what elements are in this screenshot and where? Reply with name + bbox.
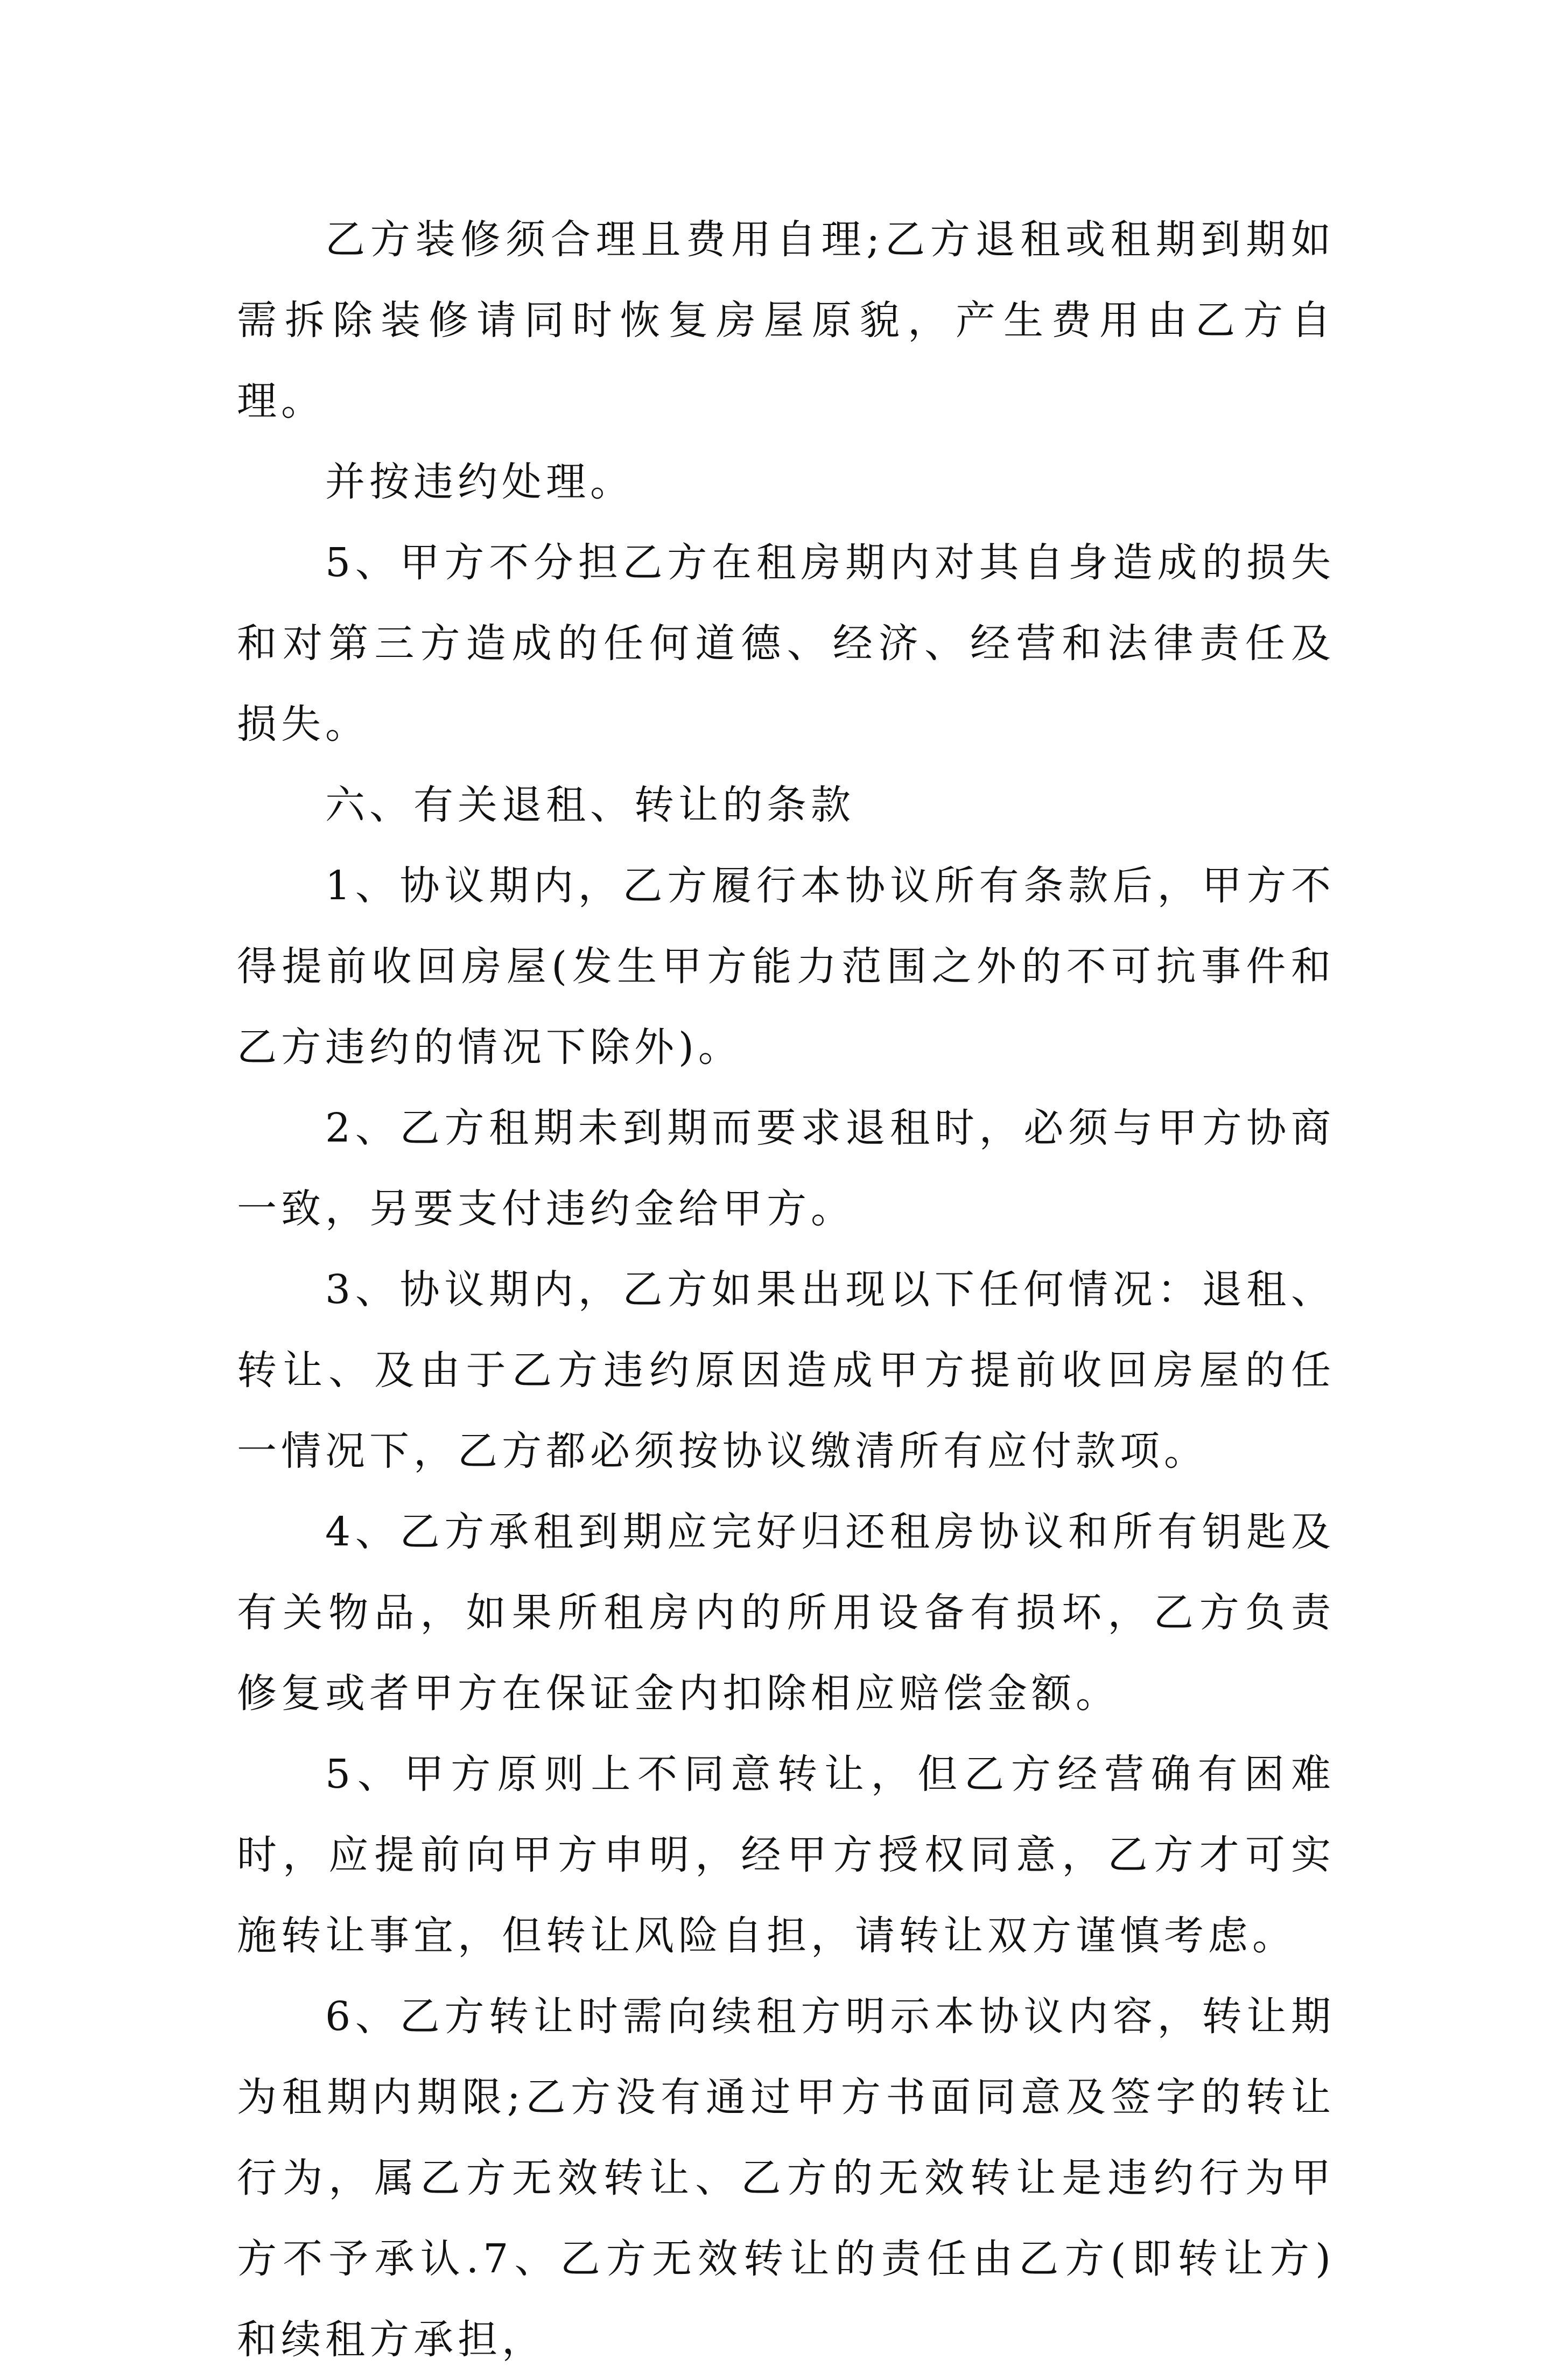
paragraph-renovation: 乙方装修须合理且费用自理;乙方退租或租期到期如需拆除装修请同时恢复房屋原貌，产生费用由乙方自理。 [237,216,1335,424]
paragraph-breach-handling: 并按违约处理。 [325,459,634,505]
paragraph-clause-3: 3、协议期内，乙方如果出现以下任何情况：退租、转让、及由于乙方违约原因造成甲方提前收回房屋的任一情况下，乙方都必须按协议缴清所有应付款项。 [237,1266,1335,1474]
section-heading-termination-transfer: 六、有关退租、转让的条款 [325,782,855,828]
paragraph-clause-1: 1、协议期内，乙方履行本协议所有条款后，甲方不得提前收回房屋(发生甲方能力范围之外的不可抗事件和乙方违约的情况下除外)。 [237,863,1335,1070]
paragraph-clause-6-7: 6、乙方转让时需向续租方明示本协议内容，转让期为租期内期限;乙方没有通过甲方书面同意及签字的转让行为，属乙方无效转让、乙方的无效转让是违约行为甲方不予承认.7、乙方无效转让的责任由乙方(即转让方)和续租方承担， [237,1993,1335,2363]
paragraph-clause-5-liability: 5、甲方不分担乙方在租房期内对其自身造成的损失和对第三方造成的任何道德、经济、经营和法律责任及损失。 [237,540,1335,747]
document-body [237,199,1335,2380]
paragraph-clause-5-transfer: 5、甲方原则上不同意转让，但乙方经营确有困难时，应提前向甲方申明，经甲方授权同意，乙方才可实施转让事宜，但转让风险自担，请转让双方谨慎考虑。 [237,1751,1335,1959]
paragraph-clause-2: 2、乙方租期未到期而要求退租时，必须与甲方协商一致，另要支付违约金给甲方。 [237,1105,1335,1232]
paragraph-clause-4: 4、乙方承租到期应完好归还租房协议和所有钥匙及有关物品，如果所租房内的所用设备有损坏，乙方负责修复或者甲方在保证金内扣除相应赔偿金额。 [237,1509,1335,1717]
